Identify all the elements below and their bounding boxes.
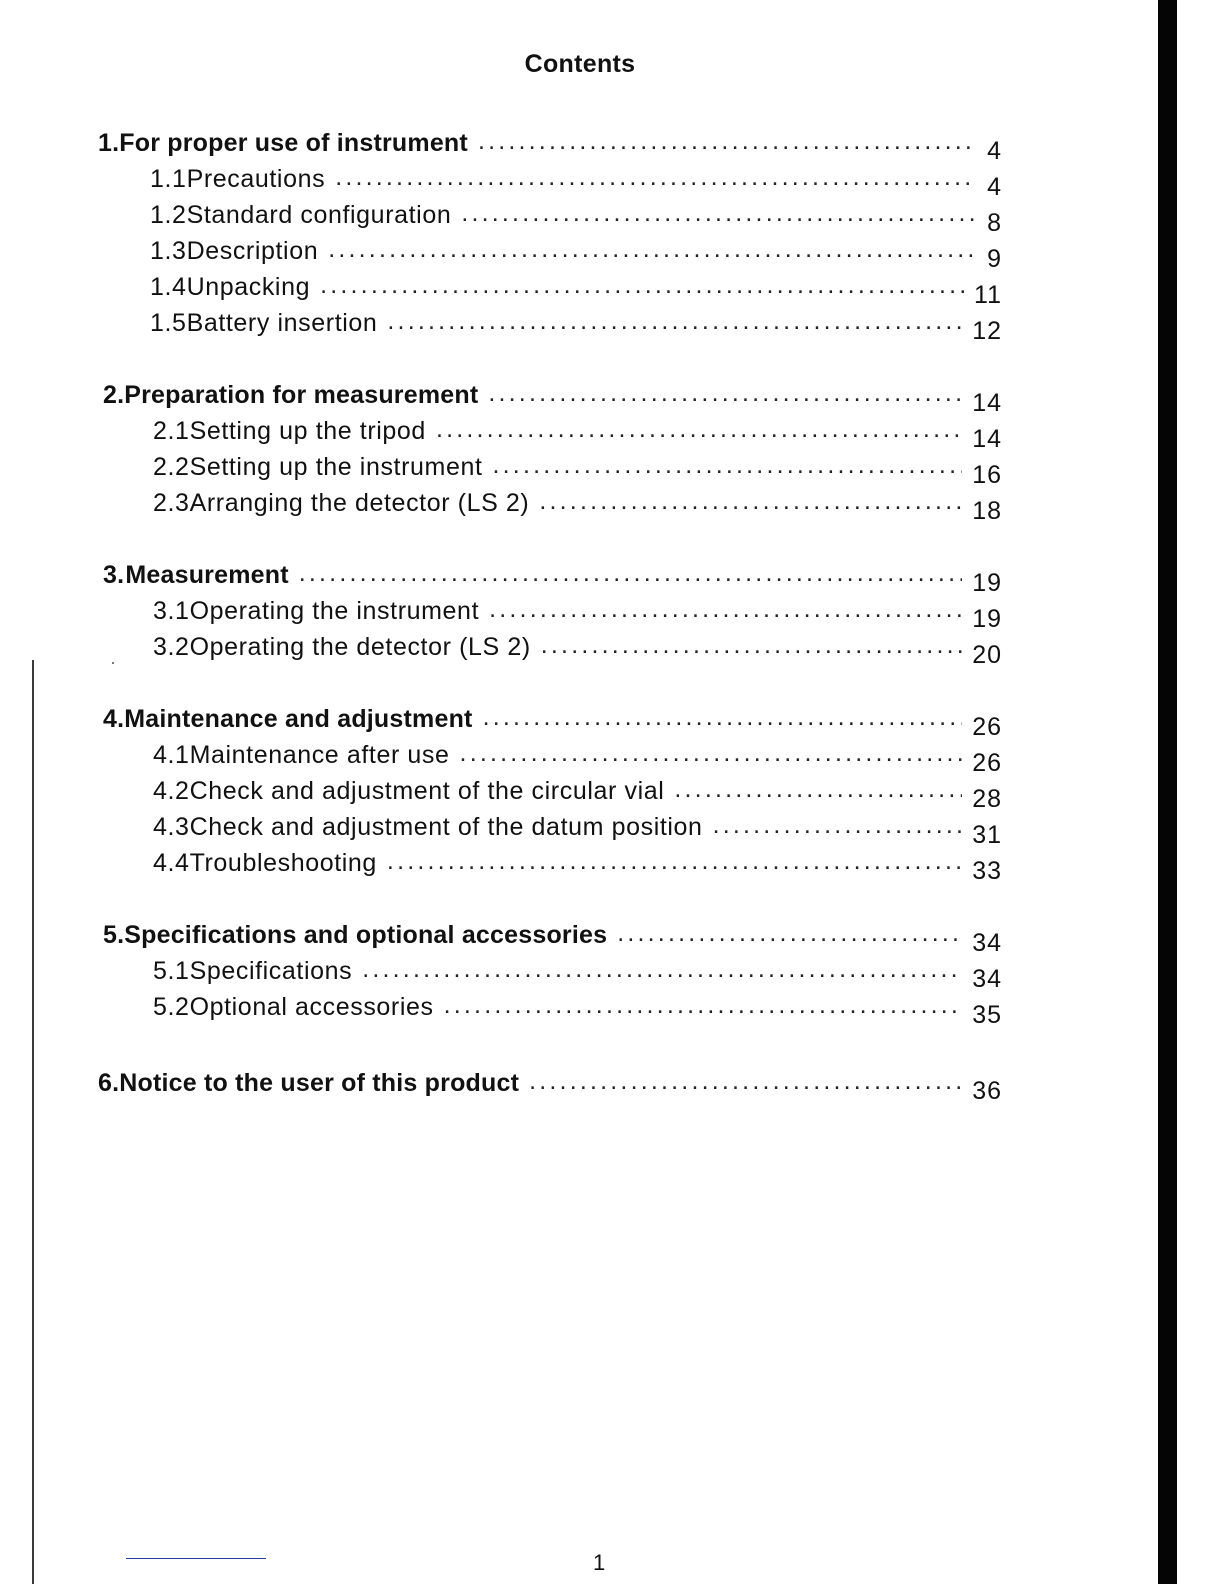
toc-number: 1.4 (150, 273, 187, 301)
toc-label: Precautions (186, 165, 326, 193)
dot-leader (299, 559, 962, 588)
toc-number: 1.5 (150, 309, 187, 337)
toc-section[interactable] (103, 910, 1002, 957)
toc-label: Specifications and optional accessories (124, 921, 608, 949)
toc-label: Description (186, 237, 319, 265)
toc-label: Specifications (189, 957, 353, 985)
page-title: Contents (524, 50, 636, 78)
toc-number: 1.1 (150, 165, 187, 193)
toc-page-number: 14 (972, 425, 1002, 453)
dot-leader (489, 595, 962, 624)
toc-page-number: 33 (972, 857, 1002, 885)
toc-page-number: 4 (987, 173, 1002, 201)
toc-page-number: 19 (972, 605, 1002, 633)
toc-label: Check and adjustment of the circular vial (189, 777, 665, 805)
toc-subsection[interactable] (150, 226, 1002, 273)
toc-subsection[interactable] (150, 190, 1002, 237)
dot-leader (483, 703, 963, 732)
toc-subsection[interactable] (153, 442, 1002, 489)
dot-leader (493, 451, 963, 480)
toc-subsection[interactable] (153, 478, 1002, 525)
dot-leader (529, 1067, 962, 1096)
toc-subsection[interactable] (153, 406, 1002, 453)
dot-leader (387, 847, 962, 876)
toc-label: Check and adjustment of the datum position (189, 813, 703, 841)
dot-leader (488, 379, 962, 408)
toc-label: Battery insertion (186, 309, 378, 337)
toc-label: Notice to the user of this product (119, 1069, 520, 1097)
toc-subsection[interactable] (153, 802, 1002, 849)
toc-label: Operating the instrument (189, 597, 480, 625)
dot-leader (362, 955, 962, 984)
toc-section[interactable] (103, 370, 1002, 417)
toc-label: Maintenance after use (189, 741, 450, 769)
toc-section[interactable] (98, 118, 1002, 165)
toc-page-number: 28 (972, 785, 1002, 813)
toc-number: 1.3 (150, 237, 187, 265)
dot-leader (539, 487, 962, 516)
scan-margin-line (32, 660, 34, 1584)
toc-page-number: 35 (972, 1001, 1002, 1029)
toc-number: 3.1 (153, 597, 190, 625)
dot-leader (461, 199, 977, 228)
toc-page-number: 34 (972, 965, 1002, 993)
toc-page-number: 26 (972, 713, 1002, 741)
toc-subsection[interactable] (153, 766, 1002, 813)
scan-edge-bar (1158, 0, 1177, 1584)
toc-subsection[interactable] (153, 982, 1002, 1029)
dot-leader (478, 127, 977, 156)
toc-section[interactable] (103, 550, 1002, 597)
toc-subsection[interactable] (150, 262, 1002, 309)
dot-leader (713, 811, 963, 840)
toc-number: 2.2 (153, 453, 190, 481)
toc-page-number: 9 (987, 245, 1002, 273)
scan-speck (112, 662, 114, 664)
toc-number: 5.1 (153, 957, 190, 985)
dot-leader (328, 235, 975, 264)
toc-page-number: 36 (972, 1077, 1002, 1105)
dot-leader (617, 919, 962, 948)
toc-number: 2.3 (153, 489, 190, 517)
toc-label: Setting up the instrument (189, 453, 483, 481)
toc-label: Preparation for measurement (124, 381, 479, 409)
dot-leader (387, 307, 962, 336)
toc-section[interactable] (98, 1058, 1002, 1105)
toc-page-number: 12 (972, 317, 1002, 345)
toc-label: Maintenance and adjustment (124, 705, 473, 733)
dot-leader (444, 991, 963, 1020)
toc-label: Setting up the tripod (189, 417, 426, 445)
dot-leader (541, 631, 962, 660)
toc-number: 3. (103, 561, 125, 589)
toc-section[interactable] (103, 694, 1002, 741)
toc-page-number: 20 (972, 641, 1002, 669)
toc-subsection[interactable] (150, 298, 1002, 345)
toc-number: 5.2 (153, 993, 190, 1021)
toc-page-number: 16 (972, 461, 1002, 489)
toc-page-number: 18 (972, 497, 1002, 525)
dot-leader (320, 271, 964, 300)
toc-label: Troubleshooting (189, 849, 377, 877)
toc-label: Unpacking (186, 273, 311, 301)
toc-page-number: 14 (972, 389, 1002, 417)
toc-label: Optional accessories (189, 993, 434, 1021)
toc-label: For proper use of instrument (119, 129, 468, 157)
dot-leader (460, 739, 963, 768)
toc-number: 3.2 (153, 633, 190, 661)
toc-label: Standard configuration (186, 201, 452, 229)
footer-rule (126, 1558, 266, 1559)
toc-number: 4.2 (153, 777, 190, 805)
toc-page-number: 34 (972, 929, 1002, 957)
toc-number: 4.1 (153, 741, 190, 769)
toc-number: 4. (103, 705, 125, 733)
page-number: 1 (593, 1550, 606, 1575)
toc-page-number: 8 (987, 209, 1002, 237)
toc-page-number: 26 (972, 749, 1002, 777)
toc-subsection[interactable] (153, 838, 1002, 885)
toc-number: 6. (98, 1069, 120, 1097)
toc-page-number: 11 (974, 281, 1002, 309)
toc-number: 2.1 (153, 417, 190, 445)
toc-page-number: 4 (987, 137, 1002, 165)
toc-subsection[interactable] (153, 586, 1002, 633)
toc-number: 1.2 (150, 201, 187, 229)
toc-page-number: 19 (972, 569, 1002, 597)
toc-subsection[interactable] (153, 946, 1002, 993)
toc-number: 2. (103, 381, 125, 409)
dot-leader (335, 163, 975, 192)
toc-label: Operating the detector (LS 2) (189, 633, 531, 661)
toc-number: 1. (98, 129, 120, 157)
toc-label: Arranging the detector (LS 2) (189, 489, 530, 517)
toc-subsection[interactable] (153, 622, 1002, 669)
toc-number: 4.4 (153, 849, 190, 877)
toc-number: 4.3 (153, 813, 190, 841)
toc-subsection[interactable] (153, 730, 1002, 777)
toc-page-number: 31 (972, 821, 1002, 849)
toc-label: Measurement (125, 561, 289, 589)
toc-number: 5. (103, 921, 125, 949)
dot-leader (674, 775, 962, 804)
toc-subsection[interactable] (150, 154, 1002, 201)
dot-leader (436, 415, 962, 444)
